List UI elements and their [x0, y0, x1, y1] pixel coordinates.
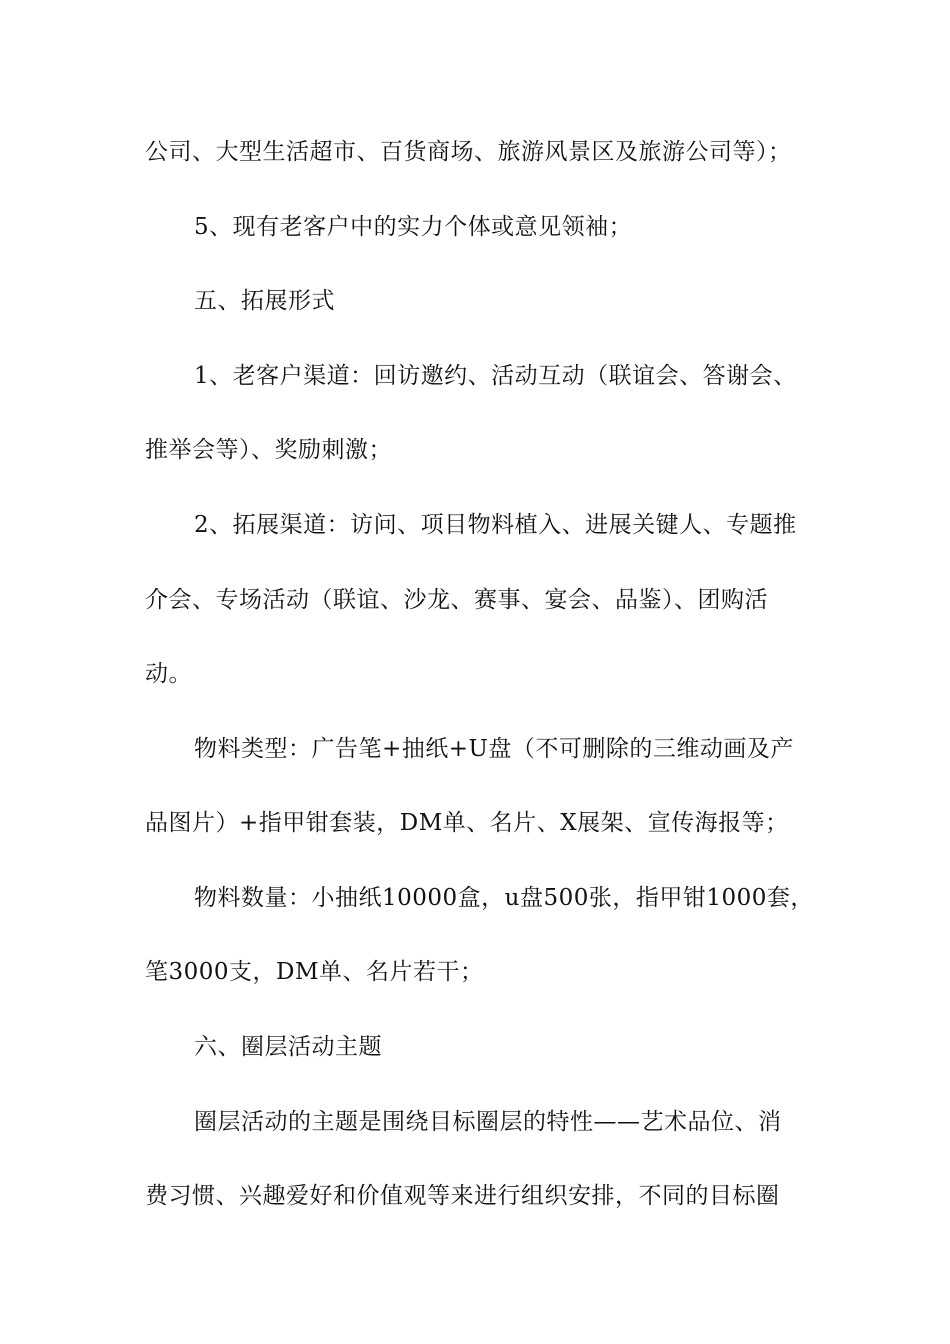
- text-line: 费习惯、兴趣爱好和价值观等来进行组织安排，不同的目标圈: [145, 1183, 780, 1209]
- text-line: 圈层活动的主题是围绕目标圈层的特性——艺术品位、消: [194, 1109, 782, 1135]
- section-heading: 五、拓展形式: [194, 288, 335, 314]
- text-line: 推举会等）、奖励刺激；: [145, 437, 392, 463]
- text-line: 品图片）+指甲钳套装，DM单、名片、X展架、宣传海报等；: [145, 810, 789, 836]
- text-line: 1、老客户渠道：回访邀约、活动互动（联谊会、答谢会、: [194, 363, 797, 389]
- text-line: 2、拓展渠道：访问、项目物料植入、进展关键人、专题推: [194, 512, 797, 538]
- text-line: 物料数量：小抽纸10000盒，u盘500张，指甲钳1000套，: [194, 885, 814, 911]
- section-heading: 六、圈层活动主题: [194, 1034, 382, 1060]
- text-line: 物料类型：广告笔+抽纸+U盘（不可删除的三维动画及产: [194, 736, 794, 762]
- text-line: 笔3000支，DM单、名片若干；: [145, 959, 484, 985]
- text-line: 5、现有老客户中的实力个体或意见领袖；: [194, 214, 633, 240]
- text-line: 公司、大型生活超市、百货商场、旅游风景区及旅游公司等）；: [145, 139, 792, 165]
- text-line: 动。: [145, 661, 192, 687]
- text-line: 介会、专场活动（联谊、沙龙、赛事、宴会、品鉴）、团购活: [145, 587, 768, 613]
